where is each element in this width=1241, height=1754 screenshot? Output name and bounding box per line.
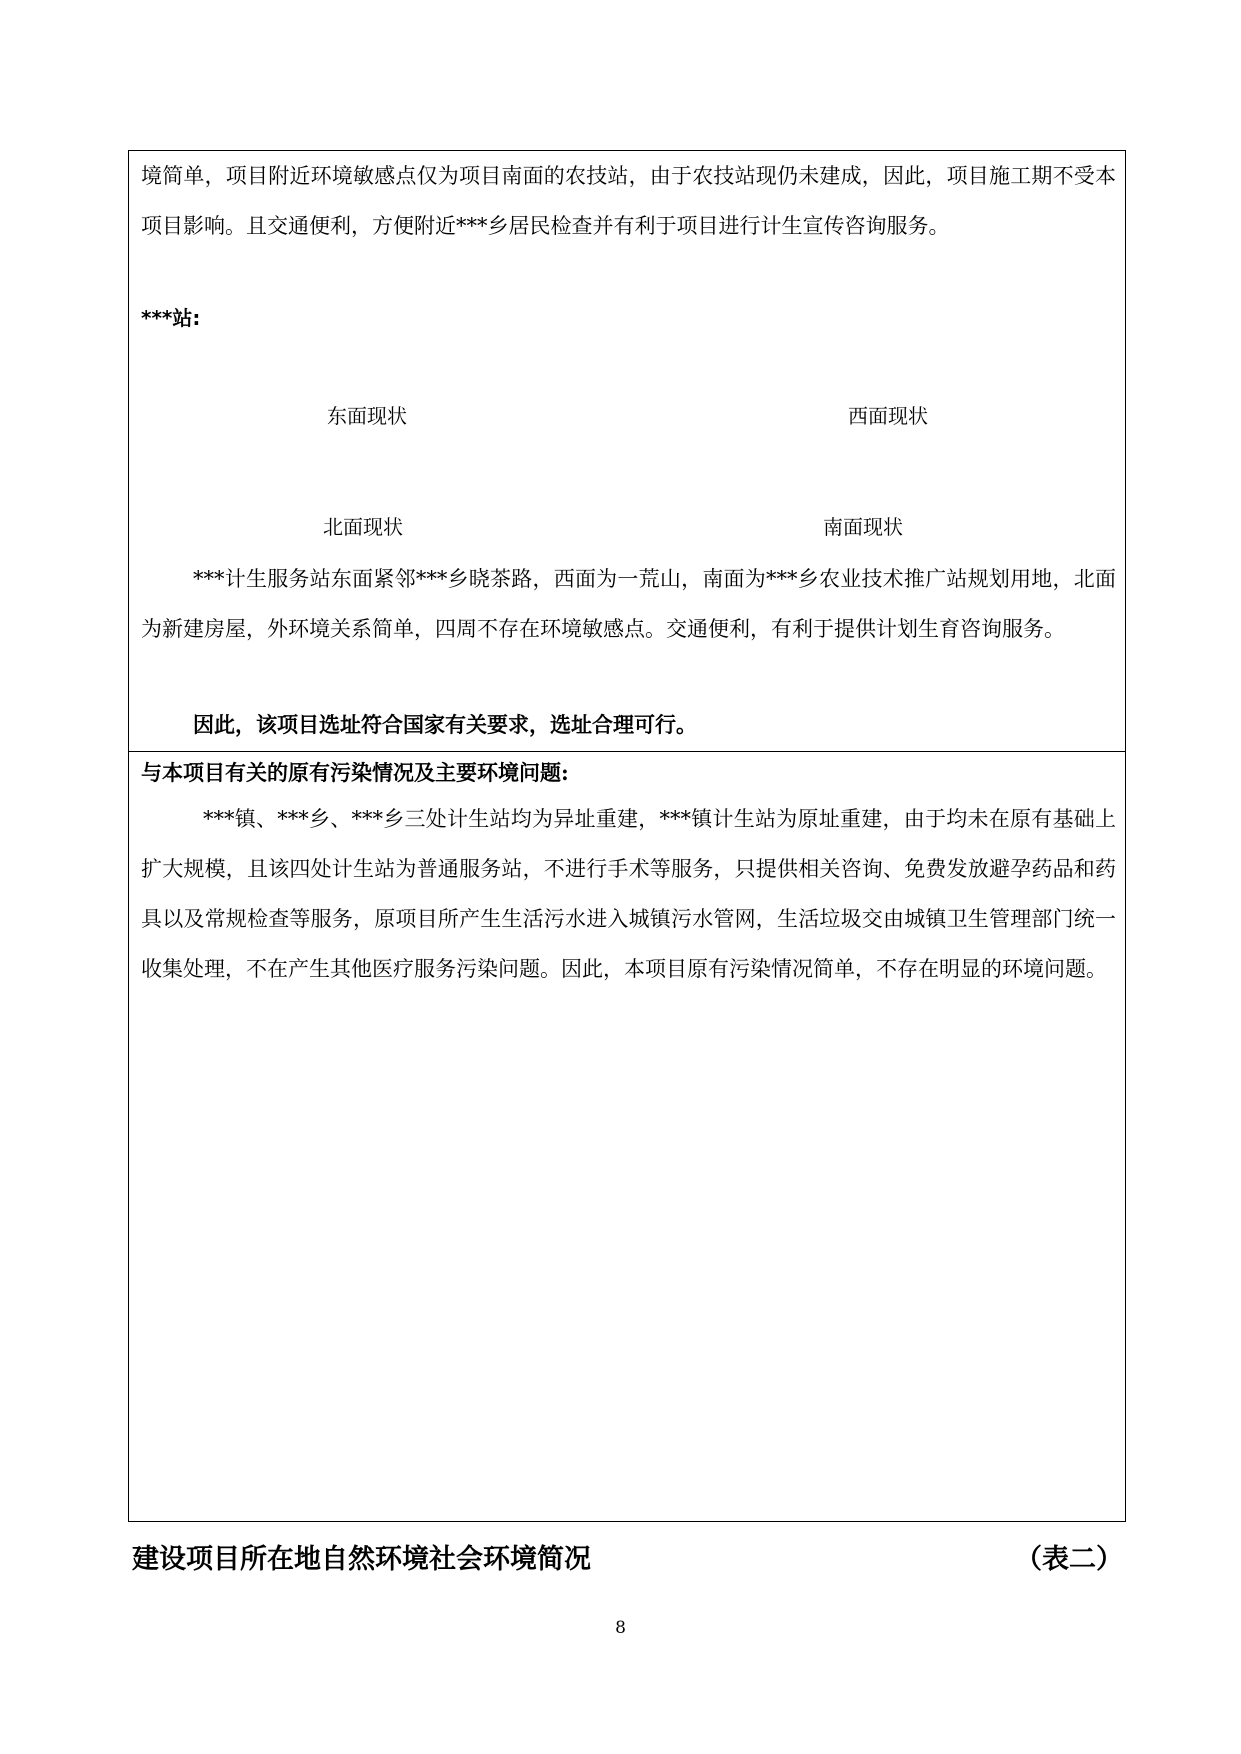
pollution-body: ***镇、***乡、***乡三处计生站均为异址重建，***镇计生站为原址重建，由于均未在原有基础上扩大规模，且该四处计生站为普通服务站，不进行手术等服务，只提供相关咨询、免费发放避孕药品和药具以及常规检查等服务，原项目所产生生活污水进入城镇污水管网，生活垃圾交由城镇卫生管理部门统一收集处理，不在产生其他医疗服务污染问题。因此，本项目原有污染情况简单，不存在明显的环境问题。 [141, 807, 1116, 981]
photo-label-west: 西面现状 [848, 404, 928, 428]
form-title: 建设项目所在地自然环境社会环境简况 [132, 1544, 591, 1575]
content-table [128, 150, 1126, 1522]
station-description: ***计生服务站东面紧邻***乡晓茶路，西面为一荒山，南面为***乡农业技术推广站规划用地，北面为新建房屋，外环境关系简单，四周不存在环境敏感点。交通便利，有利于提供计划生育咨询服务。 [141, 567, 1116, 641]
photo-label-north: 北面现状 [323, 515, 403, 539]
continued-paragraph: 境简单，项目附近环境敏感点仅为项目南面的农技站，由于农技站现仍未建成，因此，项目施工期不受本项目影响。且交通便利，方便附近***乡居民检查并有利于项目进行计生宣传咨询服务。 [141, 164, 1116, 238]
pollution-heading: 与本项目有关的原有污染情况及主要环境问题: [141, 760, 569, 785]
page-number: 8 [615, 1618, 626, 1638]
photo-label-south: 南面现状 [823, 515, 903, 539]
site-conclusion: 因此，该项目选址符合国家有关要求，选址合理可行。 [193, 712, 697, 737]
table-tag: （表二） [1015, 1544, 1123, 1575]
station-heading: ***站: [141, 306, 201, 330]
photo-label-east: 东面现状 [327, 404, 407, 428]
section-divider [129, 751, 1125, 752]
